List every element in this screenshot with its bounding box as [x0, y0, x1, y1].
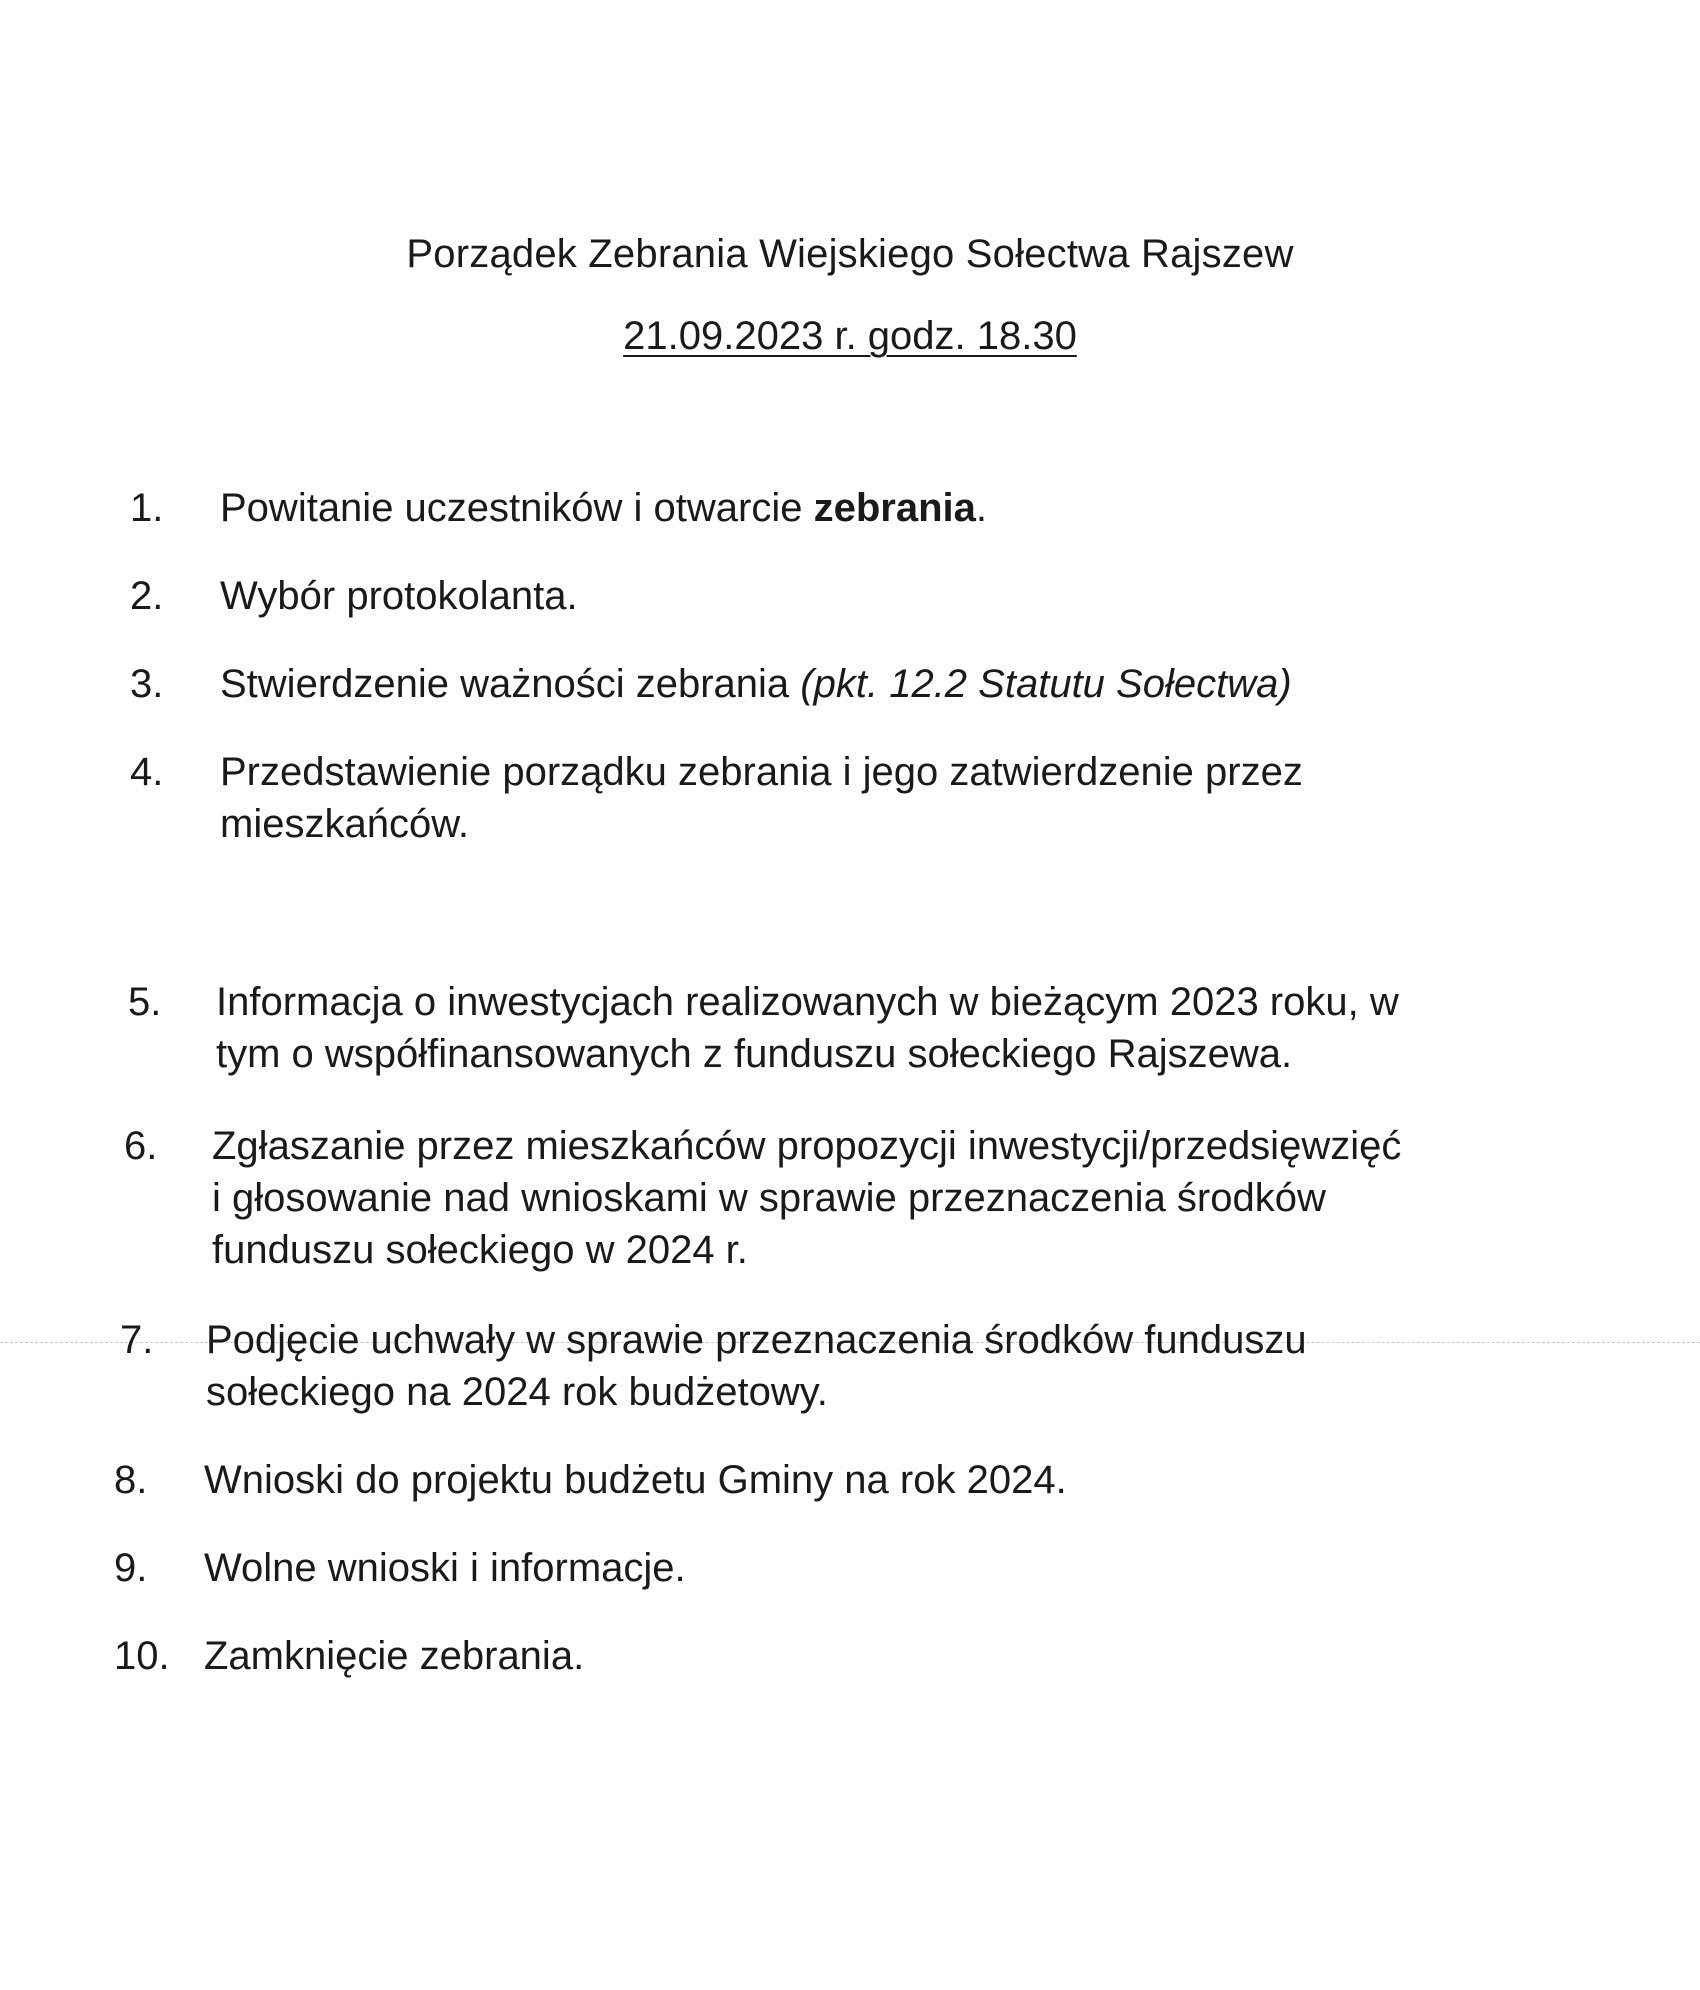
document-date	[0, 312, 1700, 360]
agenda-item-number: 10.	[114, 1634, 170, 1678]
agenda-item-text	[206, 1314, 1307, 1418]
agenda-item-line: Informacja o inwestycjach realizowanych w bieżącym 2023 roku, w	[216, 980, 1399, 1024]
agenda-item-text	[220, 482, 987, 534]
agenda-item-text-part: Powitanie uczestników i otwarcie	[220, 486, 814, 530]
agenda-item-text: Wolne wnioski i informacje.	[204, 1546, 686, 1590]
agenda-item-line: funduszu sołeckiego w 2024 r.	[212, 1228, 748, 1272]
document-title: Porządek Zebrania Wiejskiego Sołectwa Rajszew	[406, 232, 1294, 276]
agenda-item-text: Wybór protokolanta.	[220, 574, 578, 618]
agenda-item-text-bold: zebrania	[813, 486, 976, 530]
agenda-item-line: mieszkańców.	[220, 802, 469, 846]
agenda-item-text	[212, 1120, 1401, 1276]
agenda-item-line: Podjęcie uchwały w sprawie przeznaczenia środków funduszu	[206, 1318, 1307, 1362]
agenda-item-text	[216, 976, 1399, 1080]
agenda-item-number: 2.	[130, 574, 164, 618]
agenda-item-number: 6.	[124, 1124, 158, 1168]
agenda-item-number: 9.	[114, 1546, 148, 1590]
agenda-item-line: sołeckiego na 2024 rok budżetowy.	[206, 1370, 828, 1414]
agenda-item-text	[220, 658, 1292, 710]
agenda-item-text-italic: (pkt. 12.2 Statutu Sołectwa)	[800, 662, 1292, 706]
agenda-item-line: tym o współfinansowanych z funduszu sołeckiego Rajszewa.	[216, 1032, 1293, 1076]
agenda-item-number: 3.	[130, 662, 164, 706]
agenda-item-text: Zamknięcie zebrania.	[204, 1634, 585, 1678]
agenda-item-line: Przedstawienie porządku zebrania i jego zatwierdzenie przez	[220, 750, 1303, 794]
agenda-item-number: 4.	[130, 750, 164, 794]
agenda-item-line: Zgłaszanie przez mieszkańców propozycji inwestycji/przedsięwzięć	[212, 1124, 1402, 1168]
agenda-item-number: 7.	[120, 1318, 154, 1362]
agenda-item-text-part: Stwierdzenie ważności zebrania	[220, 662, 801, 706]
agenda-item-text	[220, 746, 1303, 850]
agenda-item-text-part: .	[975, 486, 988, 530]
agenda-item-text: Wnioski do projektu budżetu Gminy na rok 2024.	[204, 1458, 1067, 1502]
agenda-item-number: 1.	[130, 486, 164, 530]
document-date-text: 21.09.2023 r. godz. 18.30	[623, 314, 1077, 358]
agenda-item-number: 8.	[114, 1458, 148, 1502]
agenda-item-number: 5.	[128, 980, 162, 1024]
agenda-item-line: i głosowanie nad wnioskami w sprawie przeznaczenia środków	[212, 1176, 1326, 1220]
